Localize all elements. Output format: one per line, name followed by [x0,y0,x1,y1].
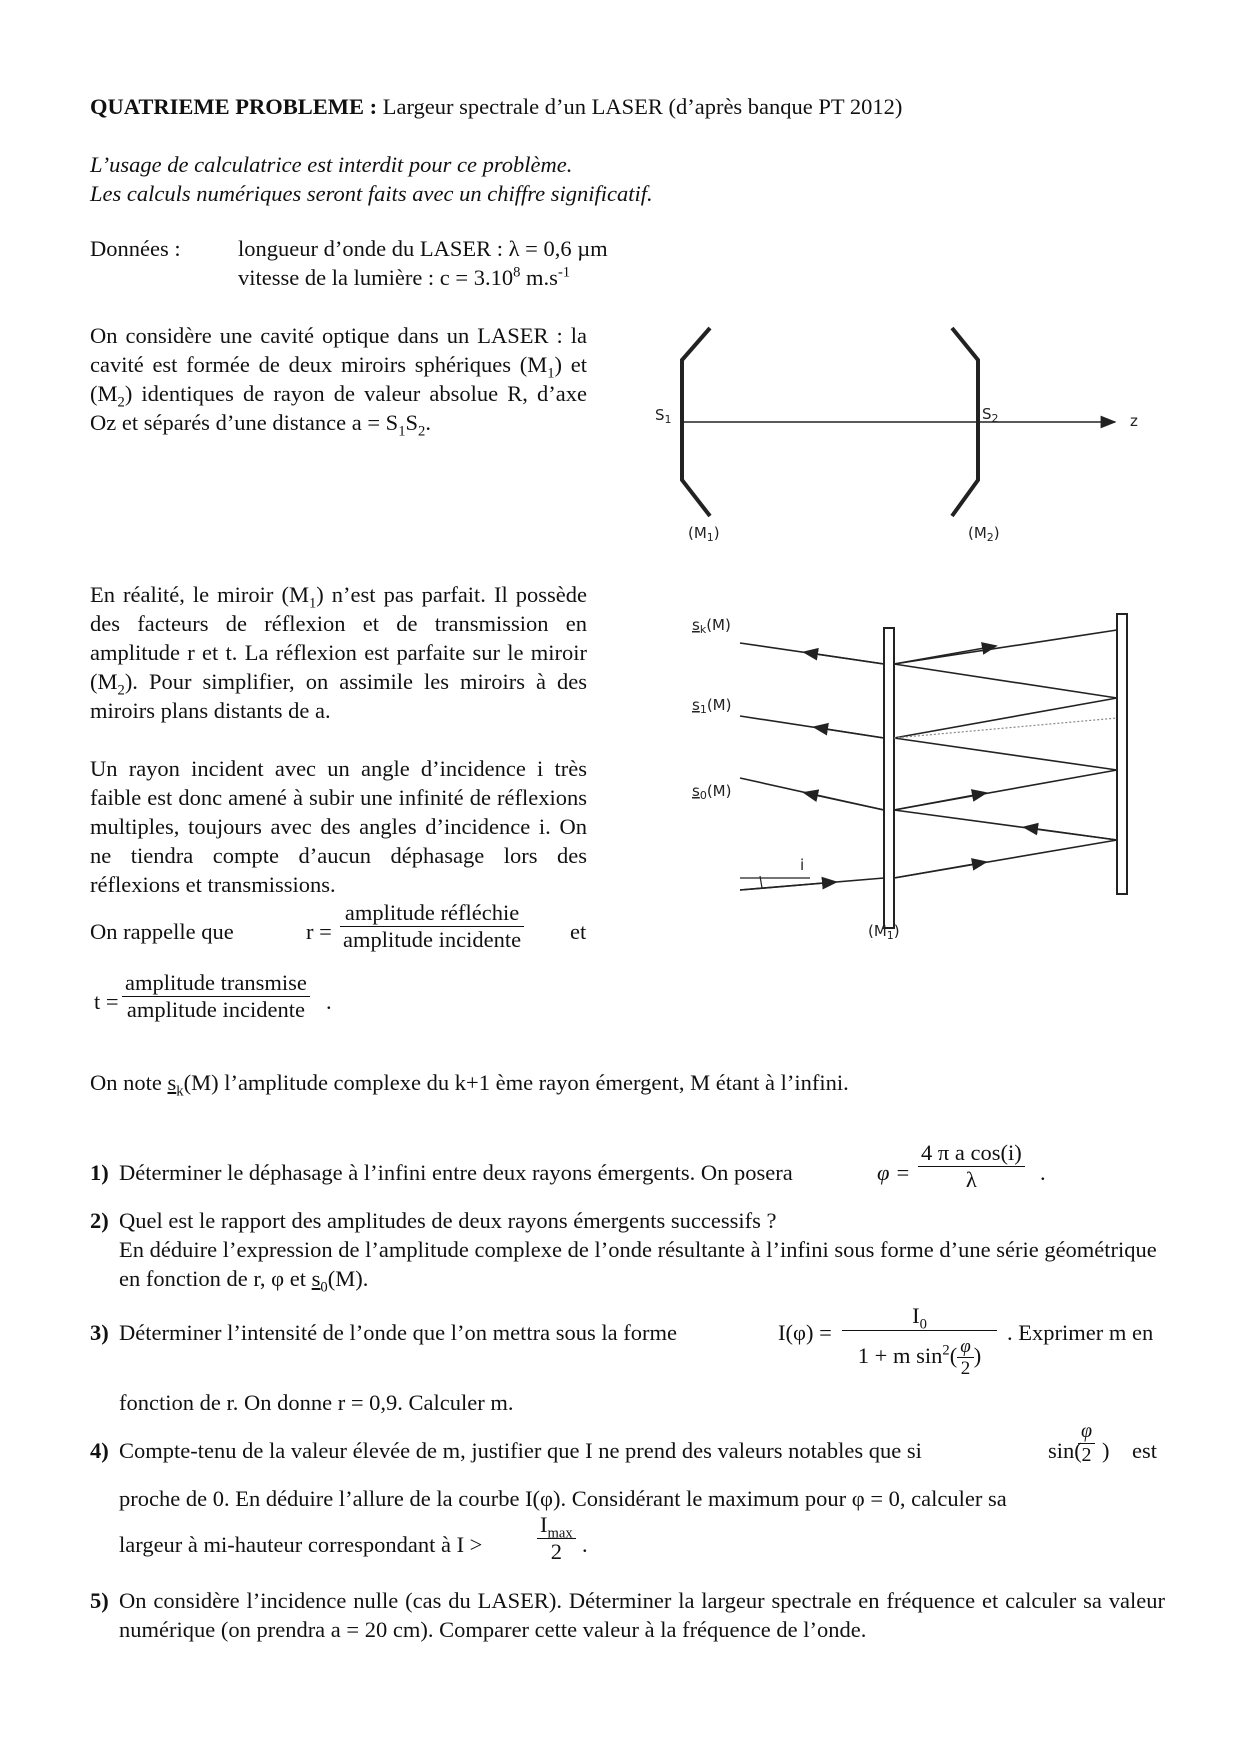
m1-plate-label: $(M_1)$ [868,922,900,942]
instruction-line-2: Les calculs numériques seront faits avec un chiffre significatif. [90,181,653,206]
s1m-label: $s_1(M)$ [692,696,732,716]
problem-title [90,92,1170,121]
s0m-label: $s_0(M)$ [692,782,732,802]
donnee-lambda: longueur d’onde du LASER : λ = 0,6 µm [238,236,608,261]
instructions [90,150,1170,208]
note-line: On note $s_k(M)$ l’amplitude complexe du k+1 ème rayon émergent, M étant à l’infini. [90,1070,849,1100]
question-2: 2) Quel est le rapport des amplitudes de deux rayons émergents successifs ? En déduire l’expression de l’amplitude complexe de l’onde résultante à l’infini sous forme d’une série géométrique en fonction de r, φ et $s_0(M)$. [90,1208,1157,1296]
problem-title-text: Largeur spectrale d’un LASER (d’après banque PT 2012) [382,94,903,119]
multiple-reflections-text: Un rayon incident avec un angle d’incidence i très faible est donc amené à subir une infinité de réflexions multiples, toujours avec des angles d’incidence i. On ne tiendra compte d’aucun déphasage lors des réflexions et transmissions. [90,756,587,897]
donnees-label: Données : [90,236,181,261]
cavity-figure [650,320,1150,550]
mirror-description: En réalité, le miroir $(M_1)$ n’est pas parfait. Il possède des facteurs de réflexion et de transmission en amplitude r et t. La réflexion est parfaite sur le miroir $(M_2)$. Pour simplifier, on assimile les miroirs à des miroirs plans distants de a. [90,582,587,723]
m1-label: $(M_1)$ [688,524,720,544]
question-4: 4) Compte-tenu de la valeur élevée de m, justifier que I ne prend des valeurs notables que si sin( $\frac{\varphi}{2}$ ) est proche de 0. En déduire l’allure de la courbe I(φ). Considérant le maximum pour φ = 0, calculer sa largeur à mi-hauteur correspondant à I > $I_{max}$ 2 . [90,1420,1157,1564]
problem-label: QUATRIEME PROBLEME : [90,94,378,119]
half-max-fraction: $I_{max}$ 2 [537,1512,576,1565]
question-1: 1) Déterminer le déphasage à l’infini entre deux rayons émergents. On posera φ = $\frac{\text{4 π a cos(i)}}{\lambda}$ . [90,1140,1046,1192]
z-label: z [1130,412,1138,430]
sk-label: $s_k(M)$ [692,616,731,636]
s1-label: $S_1$ [655,406,672,426]
r-fraction: amplitude réfléchie amplitude incidente [340,900,524,953]
reflections-figure [680,598,1170,958]
instruction-line-1: L’usage de calculatrice est interdit pour ce problème. [90,152,573,177]
r-definition: On rappelle que r = amplitude réfléchie amplitude incidente et [90,900,587,952]
question-3: 3) Déterminer l’intensité de l’onde que l’on mettra sous la forme I(φ) = $I_0$ 1 + m $\sin^2$( $\frac{\varphi}{2}$ ) . Exprimer m en fonction de r. On donne r = 0,9. Calculer m. [90,1303,1154,1415]
question-5: 5) On considère l’incidence nulle (cas du LASER). Déterminer la largeur spectrale en fréquence et calculer sa valeur numérique (on prendra a = 20 cm). Comparer cette valeur à la fréquence de l’onde. [90,1588,1165,1642]
s2-label: $S_2$ [982,405,999,425]
m2-label: $(M_2)$ [968,524,1000,544]
t-fraction: amplitude transmise amplitude incidente [122,970,310,1023]
t-definition: t = amplitude transmise amplitude incidente . [94,970,332,1022]
intensity-fraction: $I_0$ 1 + m $\sin^2$( $\frac{\varphi}{2}$ ) [842,1302,997,1381]
phi-fraction: $\frac{\text{4 π a cos(i)}}{\lambda}$ [918,1140,1025,1193]
mirror-m2-plate [1117,614,1127,894]
angle-i-label: i [800,856,805,874]
cavity-description: On considère une cavité optique dans un LASER : la cavité est formée de deux miroirs sphériques $(M_1)$ et $(M_2)$ identiques de rayon de valeur absolue R, d’axe Oz et séparés d’une distance $a = S_1S_2$. [90,323,587,440]
donnee-c: vitesse de la lumière : $c = 3.10^8$ $m.s^{-1}$ [238,264,571,290]
mirror-m1-plate [884,628,894,928]
